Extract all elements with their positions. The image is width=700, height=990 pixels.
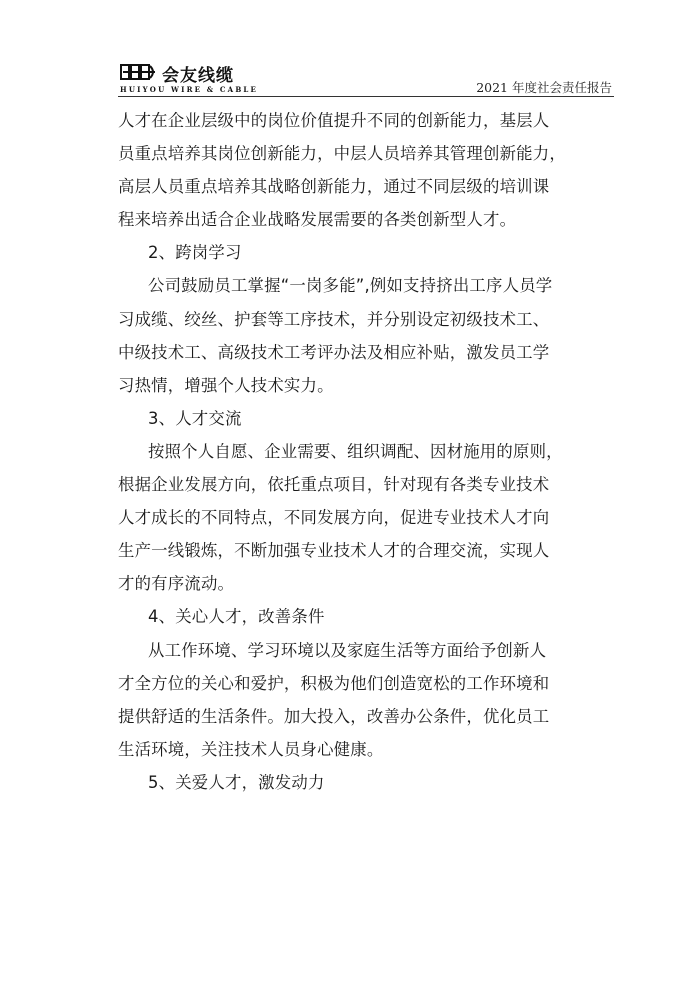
text-line: 高层人员重点培养其战略创新能力，通过不同层级的培训课: [118, 177, 550, 197]
body-text: [118, 104, 618, 799]
text-line: 人才在企业层级中的岗位价值提升不同的创新能力，基层人: [118, 111, 550, 130]
company-logo: [120, 62, 300, 96]
company-logo-mark-icon: [120, 62, 158, 84]
logo-english-name: HUIYOU WIRE & CABLE: [120, 85, 259, 94]
text-line: 5、关爱人才，激发动力: [148, 772, 325, 792]
text-line: 程来培养出适合企业战略发展需要的各类创新型人才。: [118, 210, 517, 230]
text-line: 按照个人自愿、企业需要、组织调配、因材施用的原则，: [148, 441, 563, 461]
logo-chinese-name: 会友线缆: [162, 66, 234, 86]
text-line: 人才成长的不同特点，不同发展方向，促进专业技术人才向: [118, 508, 550, 528]
text-line: 公司鼓励员工掌握“一岗多能”,例如支持挤出工序人员学: [148, 276, 553, 296]
text-line: 习热情，增强个人技术实力。: [118, 375, 334, 395]
text-line: 才全方位的关心和爱护，积极为他们创造宽松的工作环境和: [118, 673, 550, 693]
text-line: 根据企业发展方向，依托重点项目，针对现有各类专业技术: [118, 475, 550, 495]
report-title: 2021 年度社会责任报告: [476, 80, 612, 95]
page-header: [118, 44, 614, 104]
text-line: 生活环境，关注技术人员身心健康。: [118, 739, 384, 759]
text-line: 3、人才交流: [148, 408, 242, 428]
text-line: 2、跨岗学习: [148, 243, 242, 263]
text-line: 中级技术工、高级技术工考评办法及相应补贴，激发员工学: [118, 342, 550, 362]
text-line: 员重点培养其岗位创新能力，中层人员培养其管理创新能力，: [118, 144, 566, 164]
text-line: 提供舒适的生活条件。加大投入，改善办公条件，优化员工: [118, 706, 550, 726]
text-line: 生产一线锻炼，不断加强专业技术人才的合理交流，实现人: [118, 541, 550, 561]
header-divider: [118, 96, 614, 97]
text-line: 习成缆、绞丝、护套等工序技术，并分别设定初级技术工、: [118, 309, 550, 329]
text-line: 4、关心人才，改善条件: [148, 607, 325, 627]
text-line: 从工作环境、学习环境以及家庭生活等方面给予创新人: [148, 640, 547, 660]
text-line: 才的有序流动。: [118, 574, 235, 594]
